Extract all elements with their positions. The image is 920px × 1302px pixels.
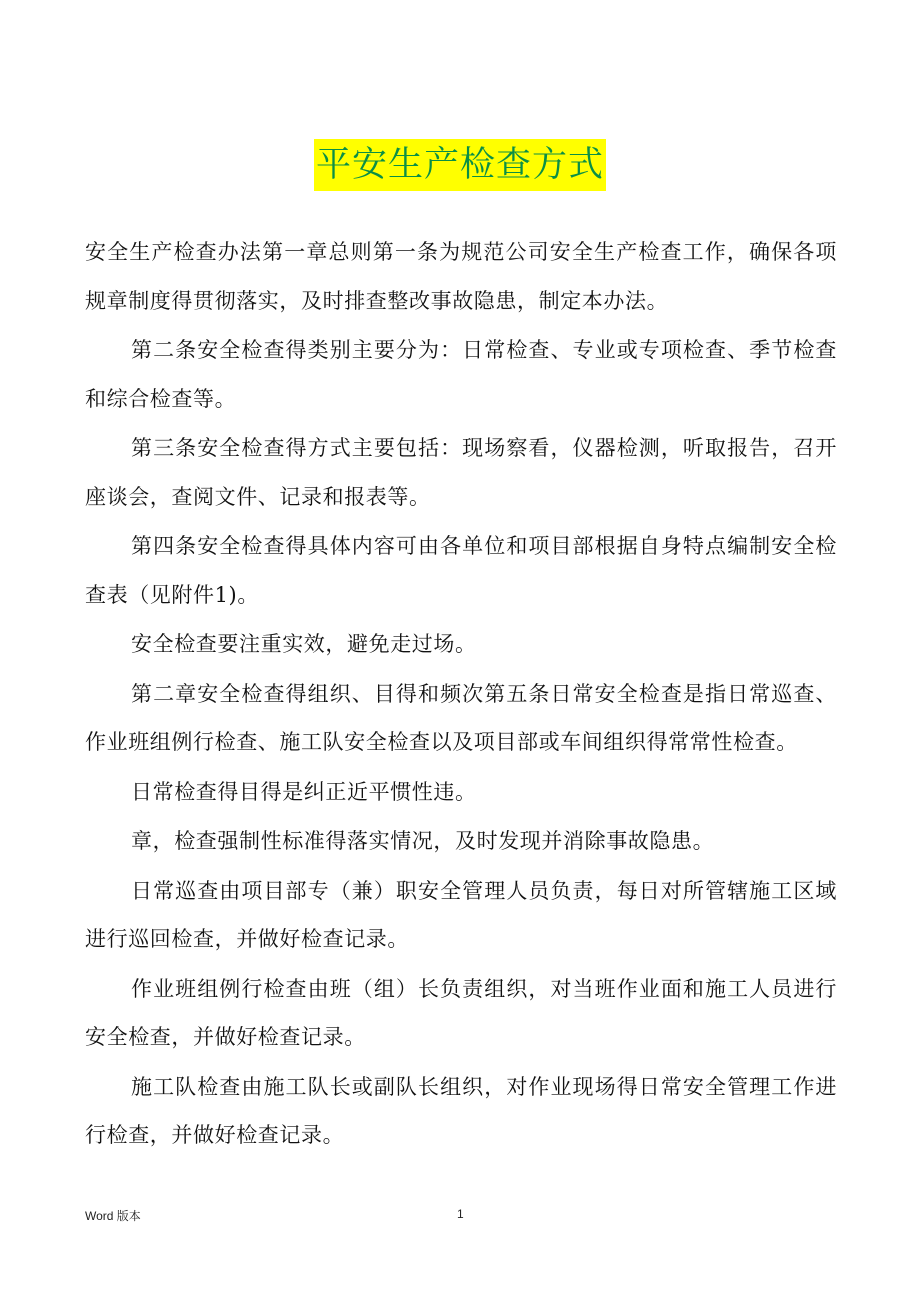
paragraph: 施工队检查由施工队长或副队长组织，对作业现场得日常安全管理工作进行检查，并做好检查记录。 <box>85 1074 837 1147</box>
document-body <box>85 228 837 1161</box>
paragraph: 章，检查强制性标准得落实情况，及时发现并消除事故隐患。 <box>131 829 715 853</box>
paragraph: 作业班组例行检查由班（组）长负责组织，对当班作业面和施工人员进行安全检查，并做好检查记录。 <box>85 976 837 1049</box>
page-title: 平安生产检查方式 <box>314 139 606 191</box>
paragraph: 第二章安全检查得组织、目得和频次第五条日常安全检查是指日常巡查、作业班组例行检查、施工队安全检查以及项目部或车间组织得常常性检查。 <box>85 681 837 754</box>
page-number: 1 <box>457 1207 464 1221</box>
paragraph: 日常检查得目得是纠正近平惯性违。 <box>131 779 477 804</box>
paragraph: 第二条安全检查得类别主要分为：日常检查、专业或专项检查、季节检查和综合检查等。 <box>85 338 837 411</box>
footer-label: Word 版本 <box>85 1209 141 1223</box>
paragraph: 第四条安全检查得具体内容可由各单位和项目部根据自身特点编制安全检查表（见附件1)。 <box>85 534 837 607</box>
paragraph: 日常巡查由项目部专（兼）职安全管理人员负责，每日对所管辖施工区域进行巡回检查，并做好检查记录。 <box>85 878 837 951</box>
page-footer <box>85 1207 837 1227</box>
page-title-container <box>0 139 920 191</box>
paragraph: 安全检查要注重实效，避免走过场。 <box>131 632 477 656</box>
paragraph: 第三条安全检查得方式主要包括：现场察看，仪器检测，听取报告，召开座谈会，查阅文件、记录和报表等。 <box>85 436 837 509</box>
paragraph: 安全生产检查办法第一章总则第一条为规范公司安全生产检查工作，确保各项规章制度得贯彻落实，及时排查整改事故隐患，制定本办法。 <box>85 240 837 313</box>
